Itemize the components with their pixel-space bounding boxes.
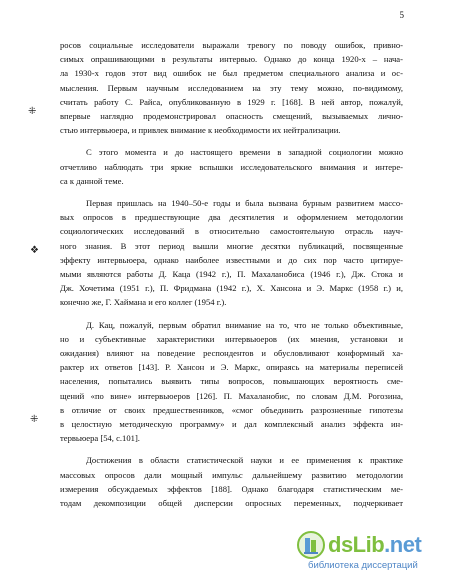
paragraph [60, 196, 403, 310]
text-line: конечно же, Г. Хаймана и его коллег (1954 г.). [60, 297, 227, 308]
text-line: населения, попытались выявить типы вопросов, повышающих вероятность сме- [60, 376, 403, 387]
text-line: рактер их ответов [143]. Р. Хансон и Э. Маркс, опираясь на материалы переписей [60, 362, 403, 373]
paragraph [60, 38, 403, 137]
page-number: 5 [399, 10, 404, 20]
text-line: в отличие от своих предшественников, «смог объединить разрозненные гипотезы [60, 404, 403, 415]
paragraph [60, 318, 403, 446]
dslib-watermark[interactable] [294, 530, 444, 578]
text-line: отчетливо наблюдать три яркие вспышки исследовательского внимания и интере- [60, 161, 403, 172]
document-body [60, 38, 403, 510]
text-line: эффекту интервьюера, однако наиболее известными и до сих пор часто цитируе- [60, 254, 403, 265]
text-line: стью интервьюера, и привлек внимание к необходимости их нейтрализации. [60, 125, 341, 136]
text-line: вых опросов в предшествующие два десятилетия и оформлением методологии [60, 212, 403, 223]
text-line: но и субъективные характеристики интервьюеров (их мнения, установки и [60, 333, 403, 344]
margin-mark-icon: ⁜ [30, 414, 39, 425]
paragraph [60, 453, 403, 510]
text-line: в целостную методическую программу» и дал комплексный анализ эффекта ин- [60, 419, 403, 430]
margin-mark-icon: ❖ [30, 245, 39, 256]
text-line: измерения обсуждаемых эффектов [188]. Однако благодаря статистическим ме- [60, 483, 403, 494]
text-line: ла 1930-х годов этот вид ошибок не был предметом специального анализа и ос- [60, 68, 403, 79]
text-line: тодам декомпозиции общей дисперсии опросных переменных, подчеркивает [60, 498, 403, 509]
text-line: мысления. Первым научным исследованием на эту тему можно, по-видимому, [60, 82, 403, 93]
margin-mark-icon: ⁜ [28, 106, 37, 117]
text-line: С этого момента и до настоящего времени в западной социологии можно [86, 147, 403, 158]
watermark-logo: dsLib.net [328, 532, 422, 557]
text-line: ожидания) влияют на поведение респондентов и обусловливают конформный ха- [60, 348, 403, 359]
text-line: ного знания. В этот период вышли многие десятки публикаций, посвященные [60, 240, 403, 251]
library-logo-icon [296, 530, 326, 560]
text-line: считать работу С. Райса, опубликованную в 1929 г. [168]. В ней автор, пожалуй, [60, 96, 403, 107]
text-line: Достижения в области статистической науки и ее применения к практике [86, 455, 403, 466]
text-line: впервые наглядно продемонстрировал опасность смещений, вызываемых лично- [60, 111, 403, 122]
text-line: са к данной теме. [60, 175, 124, 186]
text-line: Д. Кац, пожалуй, первым обратил внимание на то, что не только объективные, [86, 319, 403, 330]
text-line: Первая пришлась на 1940–50-е годы и была вызвана бурным развитием массо- [86, 198, 403, 209]
text-line: тервьюера [54, с.101]. [60, 433, 140, 444]
text-line: росов социальные исследователи выражали тревогу по поводу ошибок, привно- [60, 40, 403, 50]
text-line: мыми являются работы Д. Каца (1942 г.), П. Махаланобиса (1946 г.), Дж. Стока и [60, 269, 403, 280]
text-line: социологических исследований в относительно самостоятельную отрасль науч- [60, 226, 403, 237]
text-line: массовых опросов дали мощный импульс дальнейшему развитию методологии [60, 469, 403, 480]
text-line: симых опрашивающими в результаты интервью. Однако до конца 1920-х – нача- [60, 54, 403, 65]
text-line: щений «по вине» интервьюеров [126]. П. Махаланобис, по словам Д.М. Рогозина, [60, 390, 403, 401]
watermark-caption: библиотека диссертаций [308, 560, 418, 571]
text-line: Дж. Хочетима (1951 г.), П. Фридмана (1942 г.), Х. Хансона и Э. Маркс (1958 г.) и, [60, 283, 403, 294]
paragraph [60, 145, 403, 188]
